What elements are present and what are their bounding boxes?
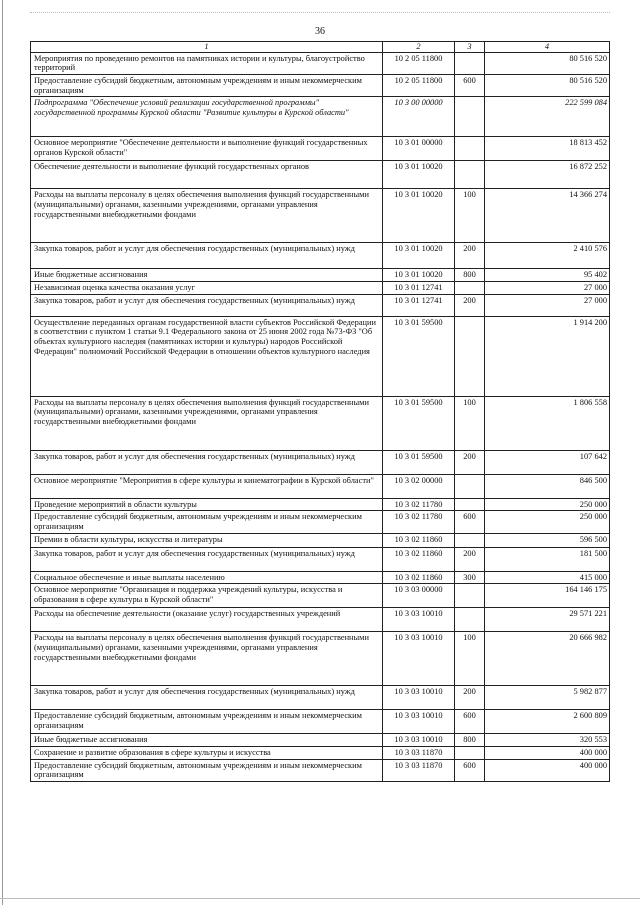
table-row: [31, 137, 610, 161]
row-code-cell: 10 3 03 10010: [383, 710, 455, 734]
row-code-cell: 10 3 01 00000: [383, 137, 455, 161]
row-name-cell: Предоставление субсидий бюджетным, автономным учреждениям и иным некоммерческим организациям: [31, 710, 383, 734]
table-row: [31, 396, 610, 450]
row-name-cell: Расходы на обеспечение деятельности (оказание услуг) государственных учреждений: [31, 608, 383, 632]
row-code-cell: 10 2 05 11800: [383, 52, 455, 74]
table-row: [31, 243, 610, 269]
row-vr-cell: 800: [455, 269, 485, 282]
row-code-cell: 10 3 03 10010: [383, 734, 455, 747]
row-name-cell: Основное мероприятие "Мероприятия в сфере культуры и кинематографии в Курской области": [31, 474, 383, 498]
table-row: [31, 74, 610, 96]
table-row: [31, 571, 610, 584]
table-row: [31, 632, 610, 686]
row-name-cell: Предоставление субсидий бюджетным, автономным учреждениям и иным некоммерческим организациям: [31, 74, 383, 96]
row-code-cell: 10 3 03 00000: [383, 584, 455, 608]
row-sum-cell: 2 600 809: [485, 710, 610, 734]
header-col-3: 3: [455, 42, 485, 53]
table-row: [31, 686, 610, 710]
row-sum-cell: 80 516 520: [485, 52, 610, 74]
row-name-cell: Мероприятия по проведению ремонтов на памятниках истории и культуры, благоустройство территорий: [31, 52, 383, 74]
table-row: [31, 161, 610, 189]
table-header: [31, 42, 610, 53]
row-sum-cell: 846 500: [485, 474, 610, 498]
row-name-cell: Расходы на выплаты персоналу в целях обеспечения выполнения функций государственными (муниципальными) органами, казенными учреждениями, органами управления государственными внебюджетными фондами: [31, 396, 383, 450]
row-name-cell: Иные бюджетные ассигнования: [31, 734, 383, 747]
row-name-cell: Проведение мероприятий в области культуры: [31, 498, 383, 511]
table-row: [31, 533, 610, 547]
row-vr-cell: 600: [455, 74, 485, 96]
row-vr-cell: [455, 608, 485, 632]
row-vr-cell: 200: [455, 243, 485, 269]
row-code-cell: 10 3 01 59500: [383, 450, 455, 474]
row-code-cell: 10 3 01 10020: [383, 269, 455, 282]
header-col-1: 1: [31, 42, 383, 53]
row-code-cell: 10 3 01 10020: [383, 243, 455, 269]
row-code-cell: 10 3 01 10020: [383, 161, 455, 189]
budget-table: [30, 41, 610, 782]
scan-left-edge: [2, 0, 3, 905]
row-code-cell: 10 3 02 11860: [383, 533, 455, 547]
table-row: [31, 584, 610, 608]
row-vr-cell: 100: [455, 189, 485, 243]
row-sum-cell: 18 813 452: [485, 137, 610, 161]
row-code-cell: 10 3 01 10020: [383, 189, 455, 243]
row-sum-cell: 400 000: [485, 746, 610, 759]
table-row: [31, 746, 610, 759]
row-sum-cell: 164 146 175: [485, 584, 610, 608]
row-vr-cell: 100: [455, 632, 485, 686]
table-row: [31, 474, 610, 498]
row-name-cell: Закупка товаров, работ и услуг для обеспечения государственных (муниципальных) нужд: [31, 243, 383, 269]
row-code-cell: 10 3 02 11780: [383, 498, 455, 511]
row-sum-cell: 320 553: [485, 734, 610, 747]
row-name-cell: Закупка товаров, работ и услуг для обеспечения государственных (муниципальных) нужд: [31, 547, 383, 571]
row-vr-cell: [455, 52, 485, 74]
table-row: [31, 52, 610, 74]
row-name-cell: Независимая оценка качества оказания услуг: [31, 281, 383, 294]
row-name-cell: Сохранение и развитие образования в сфере культуры и искусства: [31, 746, 383, 759]
row-vr-cell: 800: [455, 734, 485, 747]
row-name-cell: Предоставление субсидий бюджетным, автономным учреждениям и иным некоммерческим организациям: [31, 511, 383, 533]
table-row: [31, 450, 610, 474]
row-name-cell: Закупка товаров, работ и услуг для обеспечения государственных (муниципальных) нужд: [31, 450, 383, 474]
table-row: [31, 547, 610, 571]
row-name-cell: Премии в области культуры, искусства и литературы: [31, 533, 383, 547]
row-sum-cell: 14 366 274: [485, 189, 610, 243]
row-vr-cell: [455, 474, 485, 498]
row-name-cell: Закупка товаров, работ и услуг для обеспечения государственных (муниципальных) нужд: [31, 294, 383, 316]
table-row: [31, 189, 610, 243]
table-body: [31, 52, 610, 781]
row-vr-cell: 100: [455, 396, 485, 450]
header-col-2: 2: [383, 42, 455, 53]
row-vr-cell: 200: [455, 450, 485, 474]
row-code-cell: 10 3 01 59500: [383, 316, 455, 396]
row-code-cell: 10 3 02 00000: [383, 474, 455, 498]
row-name-cell: Подпрограмма "Обеспечение условий реализации государственной программы" государственной программы Курской области "Развитие культуры в Курской области": [31, 97, 383, 137]
table-row: [31, 269, 610, 282]
row-code-cell: 10 3 03 10010: [383, 686, 455, 710]
row-sum-cell: 80 516 520: [485, 74, 610, 96]
table-row: [31, 608, 610, 632]
row-vr-cell: 600: [455, 710, 485, 734]
row-name-cell: Обеспечение деятельности и выполнение функций государственных органов: [31, 161, 383, 189]
table-row: [31, 281, 610, 294]
row-sum-cell: 250 000: [485, 511, 610, 533]
row-sum-cell: 27 000: [485, 281, 610, 294]
row-vr-cell: 300: [455, 571, 485, 584]
scan-bottom-edge: [0, 898, 640, 899]
row-sum-cell: 415 000: [485, 571, 610, 584]
row-code-cell: 10 3 03 11870: [383, 746, 455, 759]
row-code-cell: 10 3 03 11870: [383, 759, 455, 781]
row-sum-cell: 95 402: [485, 269, 610, 282]
row-code-cell: 10 3 01 59500: [383, 396, 455, 450]
row-vr-cell: 600: [455, 511, 485, 533]
row-sum-cell: 27 000: [485, 294, 610, 316]
row-sum-cell: 107 642: [485, 450, 610, 474]
table-row: [31, 734, 610, 747]
row-name-cell: Закупка товаров, работ и услуг для обеспечения государственных (муниципальных) нужд: [31, 686, 383, 710]
row-sum-cell: 1 806 558: [485, 396, 610, 450]
row-vr-cell: [455, 746, 485, 759]
row-vr-cell: 200: [455, 294, 485, 316]
table-row: [31, 511, 610, 533]
row-code-cell: 10 3 01 12741: [383, 281, 455, 294]
row-sum-cell: 16 872 252: [485, 161, 610, 189]
row-sum-cell: 222 599 084: [485, 97, 610, 137]
row-sum-cell: 1 914 200: [485, 316, 610, 396]
row-vr-cell: [455, 97, 485, 137]
row-code-cell: 10 3 03 10010: [383, 608, 455, 632]
row-vr-cell: 600: [455, 759, 485, 781]
row-vr-cell: 200: [455, 547, 485, 571]
row-code-cell: 10 3 03 10010: [383, 632, 455, 686]
row-vr-cell: [455, 498, 485, 511]
row-name-cell: Предоставление субсидий бюджетным, автономным учреждениям и иным некоммерческим организациям: [31, 759, 383, 781]
row-sum-cell: 596 500: [485, 533, 610, 547]
row-name-cell: Иные бюджетные ассигнования: [31, 269, 383, 282]
row-sum-cell: 20 666 982: [485, 632, 610, 686]
table-row: [31, 498, 610, 511]
row-vr-cell: [455, 584, 485, 608]
row-vr-cell: 200: [455, 686, 485, 710]
table-row: [31, 710, 610, 734]
row-vr-cell: [455, 137, 485, 161]
table-row: [31, 316, 610, 396]
row-name-cell: Социальное обеспечение и иные выплаты населению: [31, 571, 383, 584]
row-name-cell: Осуществление переданных органам государственной власти субъектов Российской Федерации в соответствии с пунктом 1 статьи 9.1 Федерального закона от 25 июня 2002 года №73-ФЗ "Об объектах культурного наследия (памятниках истории и культуры) народов Российской Федерации" полномочий Российской Федерации в отношении объектов культурного наследия: [31, 316, 383, 396]
row-vr-cell: [455, 161, 485, 189]
row-sum-cell: 250 000: [485, 498, 610, 511]
row-sum-cell: 2 410 576: [485, 243, 610, 269]
row-code-cell: 10 3 00 00000: [383, 97, 455, 137]
row-vr-cell: [455, 533, 485, 547]
row-sum-cell: 29 571 221: [485, 608, 610, 632]
row-name-cell: Расходы на выплаты персоналу в целях обеспечения выполнения функций государственными (муниципальными) органами, казенными учреждениями, органами управления государственными внебюджетными фондами: [31, 632, 383, 686]
row-code-cell: 10 3 02 11780: [383, 511, 455, 533]
row-code-cell: 10 2 05 11800: [383, 74, 455, 96]
row-name-cell: Расходы на выплаты персоналу в целях обеспечения выполнения функций государственными (муниципальными) органами, казенными учреждениями, органами управления государственными внебюджетными фондами: [31, 189, 383, 243]
row-code-cell: 10 3 01 12741: [383, 294, 455, 316]
row-sum-cell: 181 500: [485, 547, 610, 571]
row-code-cell: 10 3 02 11860: [383, 571, 455, 584]
row-vr-cell: [455, 316, 485, 396]
table-row: [31, 759, 610, 781]
top-scan-edge: [30, 12, 610, 13]
row-sum-cell: 400 000: [485, 759, 610, 781]
row-code-cell: 10 3 02 11860: [383, 547, 455, 571]
page-number: 36: [315, 26, 325, 37]
row-name-cell: Основное мероприятие "Организация и поддержка учреждений культуры, искусства и образования в сфере культуры в Курской области": [31, 584, 383, 608]
row-vr-cell: [455, 281, 485, 294]
table-row: [31, 294, 610, 316]
header-col-4: 4: [485, 42, 610, 53]
row-name-cell: Основное мероприятие "Обеспечение деятельности и выполнение функций государственных органов Курской области": [31, 137, 383, 161]
row-sum-cell: 5 982 877: [485, 686, 610, 710]
table-row: [31, 97, 610, 137]
